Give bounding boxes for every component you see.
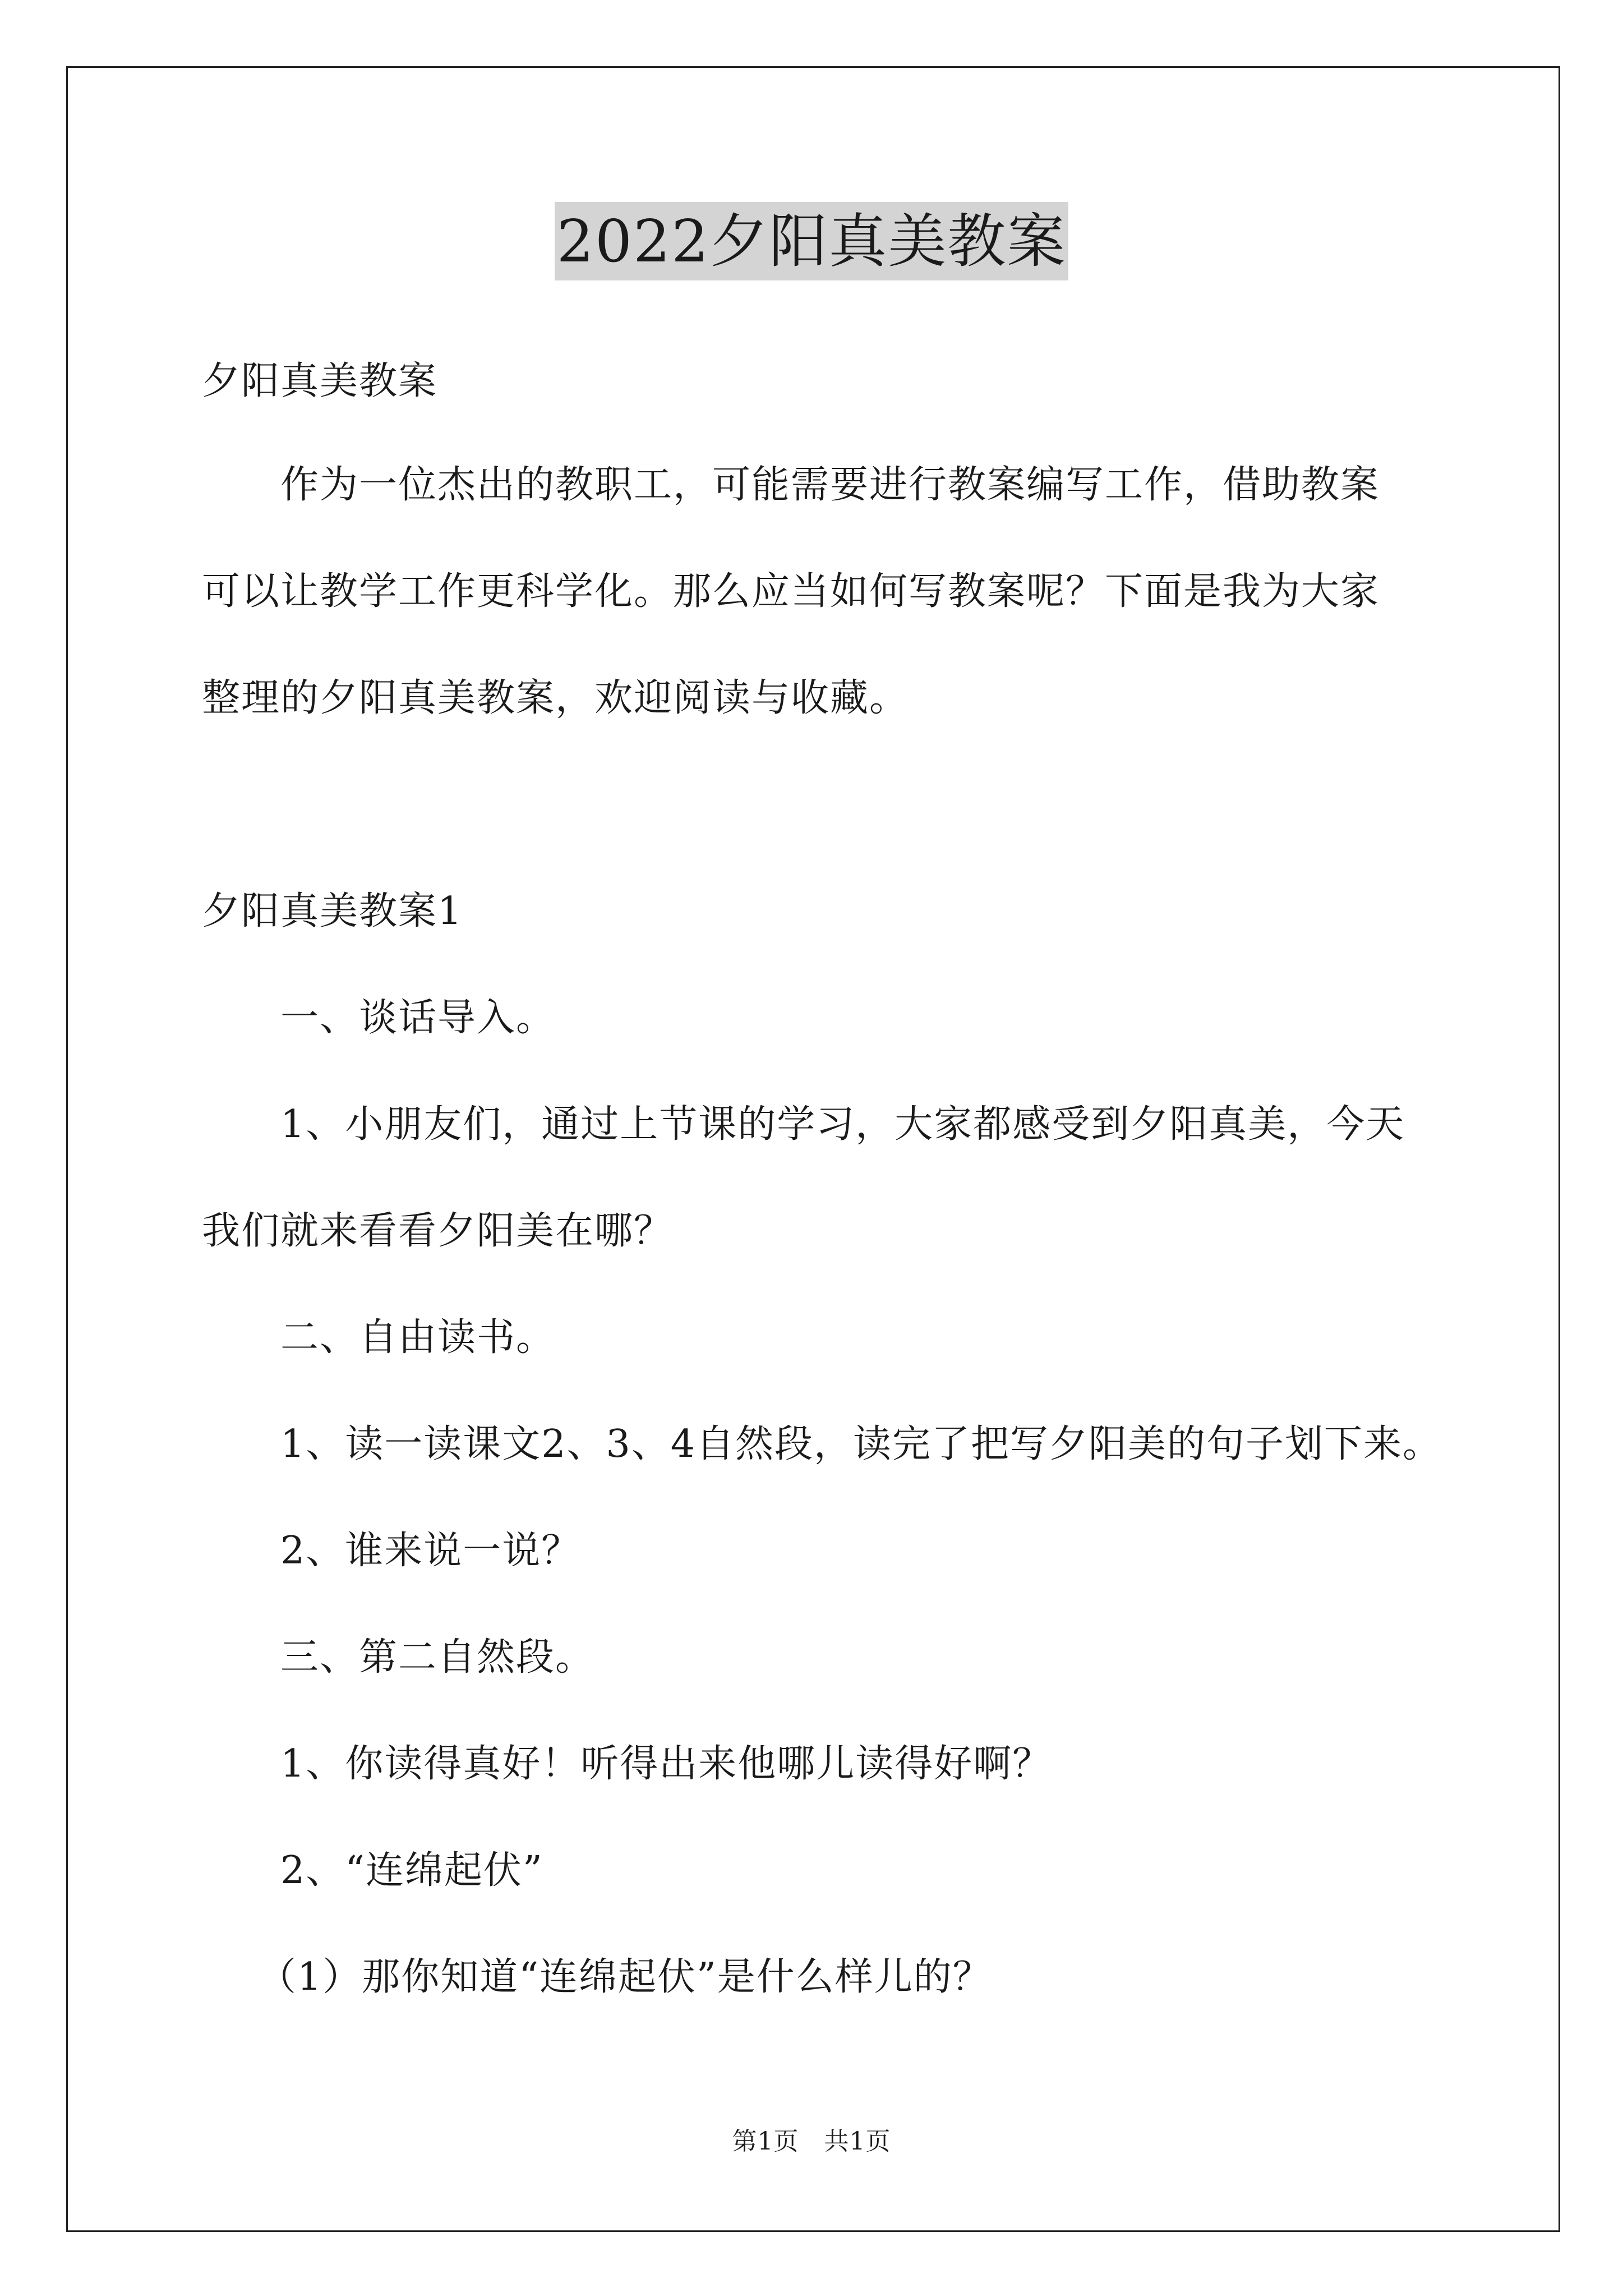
title-container [0, 202, 1623, 280]
document-subtitle: 夕阳真美教案 [202, 359, 438, 403]
page-footer: 第1页 共1页 [732, 2127, 891, 2156]
body-line: （1）那你知道“连绵起伏”是什么样儿的？ [258, 1955, 992, 1999]
intro-line-3: 整理的夕阳真美教案，欢迎阅读与收藏。 [202, 676, 909, 720]
body-line: 1、读一读课文2、3、4自然段，读完了把写夕阳美的句子划下来。 [280, 1422, 1442, 1466]
body-line: 2、“连绵起伏” [280, 1848, 543, 1893]
body-line: 一、谈话导入。 [280, 996, 556, 1040]
body-line: 1、你读得真好！听得出来他哪儿读得好啊？ [280, 1742, 1052, 1786]
intro-line-1: 作为一位杰出的教职工，可能需要进行教案编写工作，借助教案 [280, 463, 1380, 507]
body-line: 2、谁来说一说？ [280, 1529, 581, 1573]
intro-line-2: 可以让教学工作更科学化。那么应当如何写教案呢？下面是我为大家 [202, 569, 1380, 614]
body-line: 1、小朋友们，通过上节课的学习，大家都感受到夕阳真美，今天 [280, 1102, 1405, 1147]
body-line: 二、自由读书。 [280, 1315, 556, 1360]
section-heading: 夕阳真美教案1 [202, 889, 463, 933]
document-title: 2022夕阳真美教案 [555, 202, 1069, 280]
body-line: 三、第二自然段。 [280, 1635, 595, 1680]
body-line: 我们就来看看夕阳美在哪？ [202, 1209, 674, 1253]
